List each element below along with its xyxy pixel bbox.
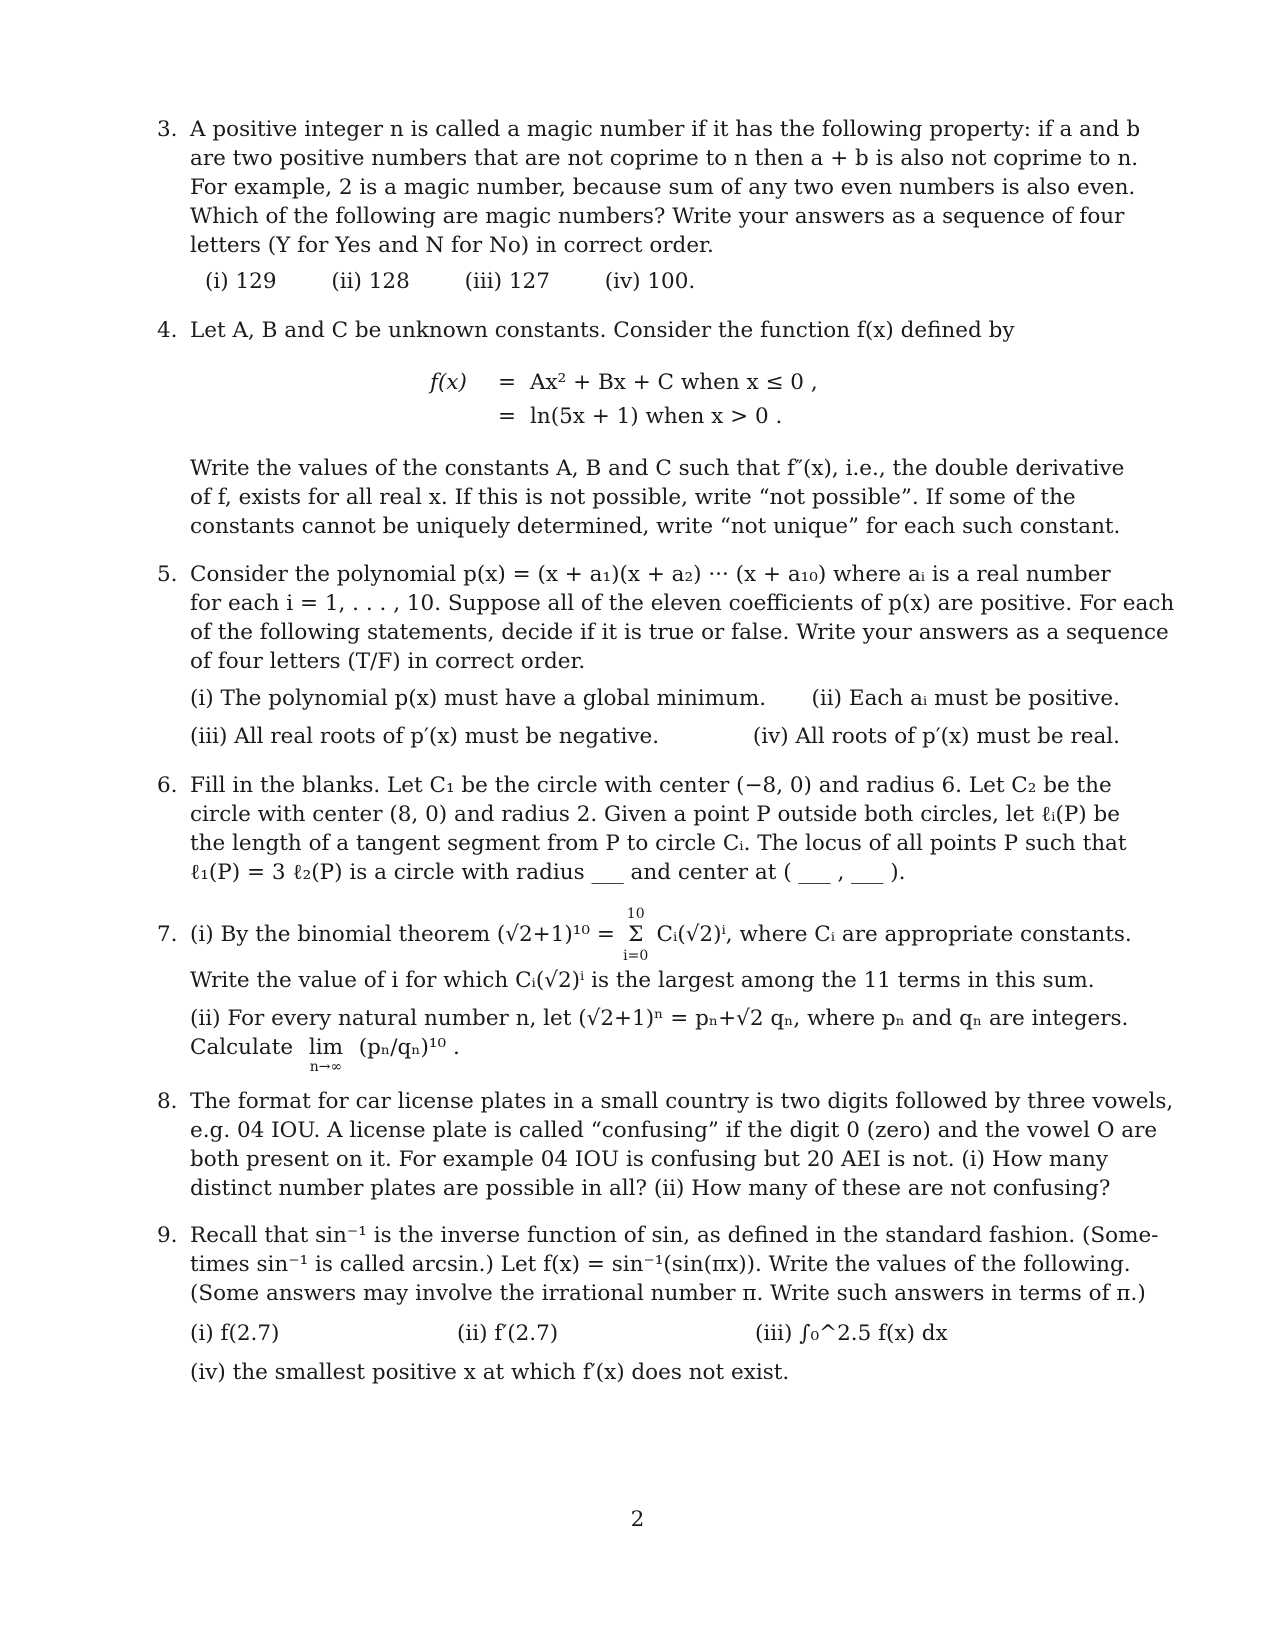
option: (iii) ∫₀^2.5 f(x) dx	[755, 1321, 948, 1346]
text-line: Which of the following are magic numbers? Write your answers as a sequence of four	[190, 204, 1125, 229]
question-number: 5.	[157, 562, 178, 587]
text-line: circle with center (8, 0) and radius 2. Given a point P outside both circles, let ℓᵢ(P) be	[190, 802, 1121, 827]
summation	[622, 906, 650, 964]
text-line: distinct number plates are possible in all? (ii) How many of these are not confusing?	[190, 1176, 1111, 1201]
question-number: 4.	[157, 318, 178, 343]
option: (iv) All roots of p′(x) must be real.	[752, 724, 1120, 749]
equals-sign: =	[498, 404, 517, 429]
text-line: Let A, B and C be unknown constants. Consider the function f(x) defined by	[190, 318, 1015, 343]
text-line: ℓ₁(P) = 3 ℓ₂(P) is a circle with radius ___ and center at ( ___ , ___ ).	[190, 860, 906, 885]
option: (ii) Each aᵢ must be positive.	[811, 686, 1120, 711]
text-line: are two positive numbers that are not coprime to n then a + b is also not coprime to n.	[190, 146, 1139, 171]
lim-word: lim	[308, 1035, 343, 1060]
text-line: of f, exists for all real x. If this is not possible, write “not possible”. If some of the	[190, 485, 1076, 510]
option: (ii) f′(2.7)	[457, 1321, 559, 1346]
text-line: Write the values of the constants A, B and C such that f″(x), i.e., the double derivative	[190, 456, 1125, 481]
text-line: times sin⁻¹ is called arcsin.) Let f(x) = sin⁻¹(sin(πx)). Write the values of the following.	[190, 1252, 1131, 1277]
limit-operator	[300, 1033, 352, 1075]
question-text	[190, 1087, 1174, 1203]
text-line: The format for car license plates in a small country is two digits followed by three vowels,	[190, 1089, 1174, 1114]
lim-subscript: n→∞	[309, 1059, 343, 1075]
text-line: Fill in the blanks. Let C₁ be the circle with center (−8, 0) and radius 6. Let C₂ be the	[190, 773, 1112, 798]
equation-case-2: ln(5x + 1) when x > 0 .	[530, 404, 783, 429]
text-segment: Calculate	[190, 1035, 294, 1060]
question-text	[190, 560, 1175, 676]
option: (i) f(2.7)	[190, 1321, 280, 1346]
text-segment: Cᵢ(√2)ⁱ, where Cᵢ are appropriate constants.	[656, 922, 1132, 947]
option: (iii) All real roots of p′(x) must be negative.	[190, 724, 660, 749]
equation-case-1: Ax² + Bx + C when x ≤ 0 ,	[530, 370, 818, 395]
question-text	[190, 1221, 1159, 1308]
text-segment: (i) By the binomial theorem (√2+1)¹⁰ =	[190, 922, 615, 947]
text-line: e.g. 04 IOU. A license plate is called “confusing” if the digit 0 (zero) and the vowel O are	[190, 1118, 1158, 1143]
equation-lhs: f(x)	[430, 370, 467, 395]
question-number: 8.	[157, 1089, 178, 1114]
text-line: constants cannot be uniquely determined, write “not unique” for each such constant.	[190, 514, 1121, 539]
options-row	[205, 267, 743, 296]
equals-sign: =	[498, 370, 517, 395]
option: (iv) the smallest positive x at which f′(x) does not exist.	[190, 1360, 790, 1385]
sigma-icon: Σ	[628, 922, 644, 947]
limit-line	[190, 1033, 460, 1075]
text-line: both present on it. For example 04 IOU is confusing but 20 AEI is not. (i) How many	[190, 1147, 1109, 1172]
option: (i) 129	[205, 269, 277, 294]
text-line: of the following statements, decide if it is true or false. Write your answers as a sequence	[190, 620, 1169, 645]
text-line: Write the value of i for which Cᵢ(√2)ⁱ is the largest among the 11 terms in this sum.	[190, 968, 1095, 993]
text-line: the length of a tangent segment from P to circle Cᵢ. The locus of all points P such that	[190, 831, 1127, 856]
sum-upper-limit: 10	[626, 906, 645, 922]
text-line: Consider the polynomial p(x) = (x + a₁)(x + a₂) ··· (x + a₁₀) where aᵢ is a real number	[190, 562, 1111, 587]
text-line: Recall that sin⁻¹ is the inverse function of sin, as defined in the standard fashion. (Some-	[190, 1223, 1159, 1248]
option: (iv) 100.	[604, 269, 696, 294]
page-number: 2	[630, 1507, 645, 1532]
question-text	[190, 771, 1127, 887]
text-segment: (pₙ/qₙ)¹⁰ .	[358, 1035, 460, 1060]
text-line: of four letters (T/F) in correct order.	[190, 649, 586, 674]
question-text	[190, 115, 1141, 260]
question-number: 9.	[157, 1223, 178, 1248]
option: (ii) 128	[331, 269, 410, 294]
text-line: (ii) For every natural number n, let (√2+1)ⁿ = pₙ+√2 qₙ, where pₙ and qₙ are integers.	[190, 1006, 1129, 1031]
question-number: 7.	[157, 922, 178, 947]
sum-lower-limit: i=0	[623, 948, 649, 964]
text-line: A positive integer n is called a magic number if it has the following property: if a and b	[190, 117, 1141, 142]
question-number: 3.	[157, 117, 178, 142]
question-intro	[190, 316, 1120, 345]
option: (i) The polynomial p(x) must have a global minimum.	[190, 686, 767, 711]
binomial-line	[190, 906, 1132, 964]
option: (iii) 127	[464, 269, 550, 294]
text-line: For example, 2 is a magic number, because sum of any two even numbers is also even.	[190, 175, 1136, 200]
text-line: for each i = 1, . . . , 10. Suppose all of the eleven coefficients of p(x) are positive. For each	[190, 591, 1175, 616]
text-line: letters (Y for Yes and N for No) in correct order.	[190, 233, 714, 258]
text-line: (Some answers may involve the irrational number π. Write such answers in terms of π.)	[190, 1281, 1146, 1306]
question-text	[190, 454, 1125, 541]
question-number: 6.	[157, 773, 178, 798]
